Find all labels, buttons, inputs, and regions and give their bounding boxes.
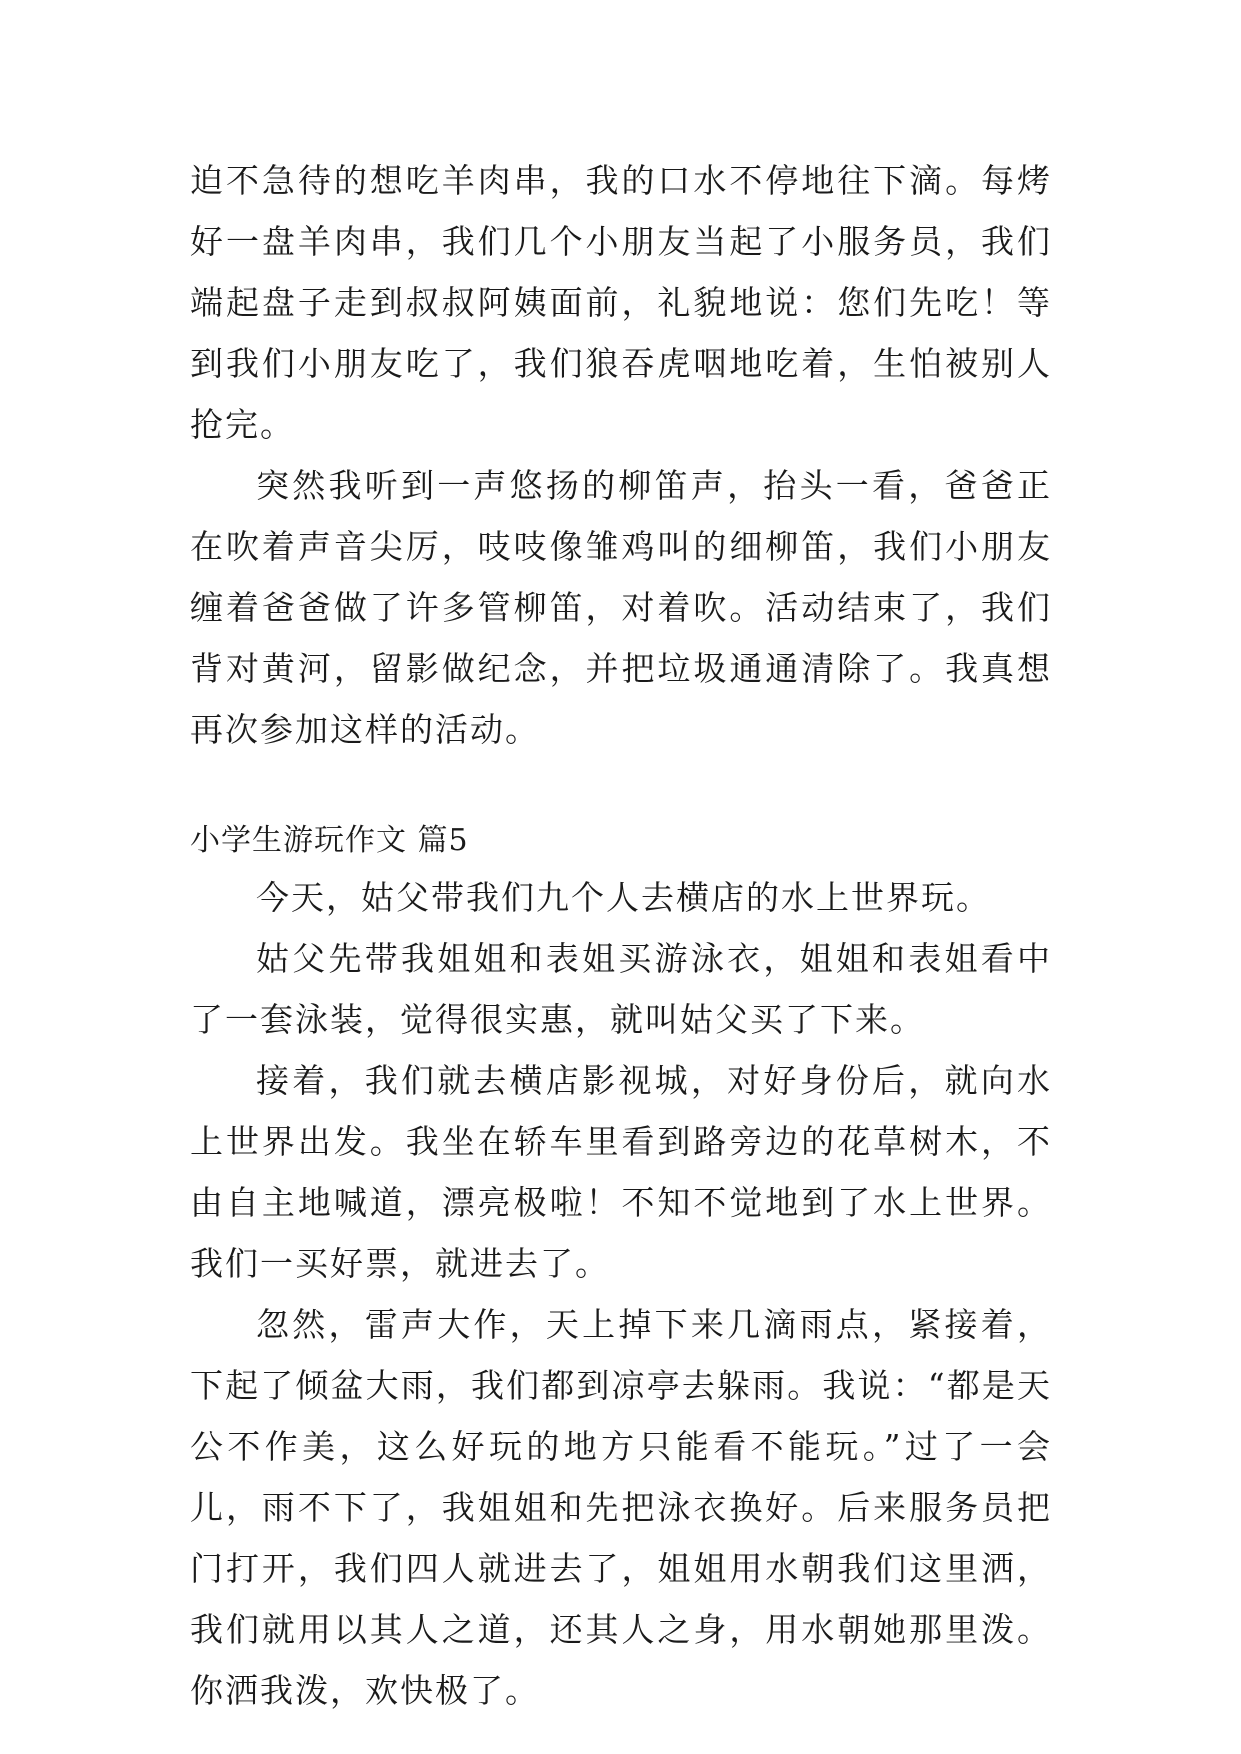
paragraph: 迫不急待的想吃羊肉串，我的口水不停地往下滴。每烤好一盘羊肉串，我们几个小朋友当起了小服务员，我们端起盘子走到叔叔阿姨面前，礼貌地说：您们先吃！等到我们小朋友吃了，我们狼吞虎咽地吃着，生怕被别人抢完。: [190, 161, 1052, 444]
section-title: 小学生游玩作文 篇5: [190, 823, 469, 858]
paragraph: 今天，姑父带我们九个人去横店的水上世界玩。: [256, 878, 991, 917]
section-gap: [190, 760, 1052, 815]
paragraph: 姑父先带我姐姐和表姐买游泳衣，姐姐和表姐看中了一套泳装，觉得很实惠，就叫姑父买了下来。: [190, 939, 1052, 1039]
document-page: [190, 150, 1052, 1721]
paragraph: 接着，我们就去横店影视城，对好身份后，就向水上世界出发。我坐在轿车里看到路旁边的花草树木，不由自主地喊道，漂亮极啦！不知不觉地到了水上世界。我们一买好票，就进去了。: [190, 1061, 1052, 1283]
paragraph: 突然我听到一声悠扬的柳笛声，抬头一看，爸爸正在吹着声音尖厉，吱吱像雏鸡叫的细柳笛，我们小朋友缠着爸爸做了许多管柳笛，对着吹。活动结束了，我们背对黄河，留影做纪念，并把垃圾通通清除了。我真想再次参加这样的活动。: [190, 466, 1052, 749]
paragraph: 忽然，雷声大作，天上掉下来几滴雨点，紧接着，下起了倾盆大雨，我们都到凉亭去躲雨。我说：“都是天公不作美，这么好玩的地方只能看不能玩。”过了一会儿，雨不下了，我姐姐和先把泳衣换好。后来服务员把门打开，我们四人就进去了，姐姐用水朝我们这里洒，我们就用以其人之道，还其人之身，用水朝她那里泼。你洒我泼，欢快极了。: [190, 1305, 1052, 1710]
